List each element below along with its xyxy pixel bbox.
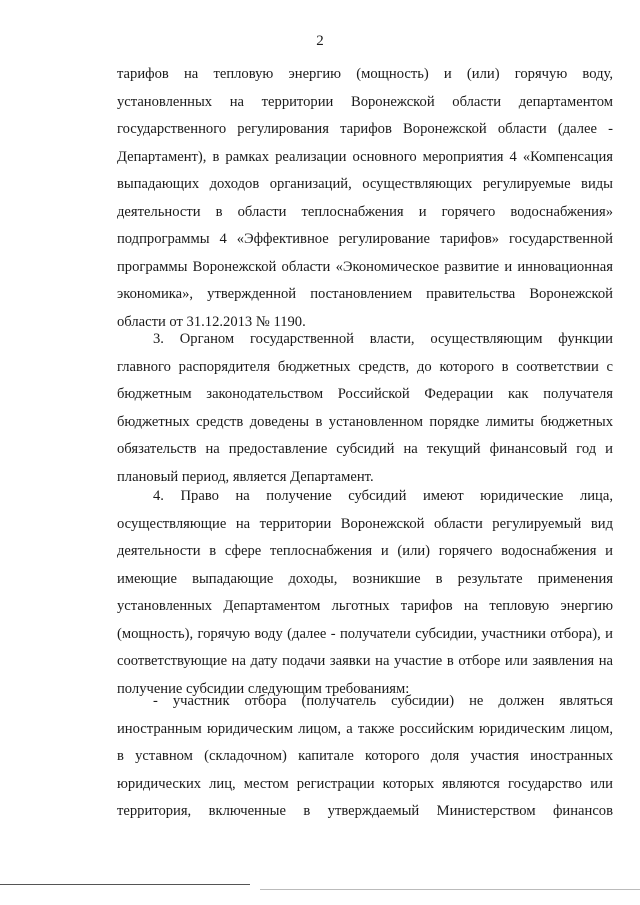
- text-line: - участник отбора (получатель субсидии) не должен являться: [153, 693, 613, 709]
- paragraph-item-4: [117, 483, 613, 703]
- text-line: в уставном (складочном) капитале которого доля участия иностранных: [117, 748, 613, 764]
- text-line: соответствующие на дату подачи заявки на участие в отборе или заявления на: [117, 653, 613, 669]
- text-line: юридических лиц, местом регистрации которых являются государство или: [117, 775, 613, 792]
- text-line: бюджетных средств доведены в установленном порядке лимиты бюджетных: [117, 413, 613, 430]
- text-line: бюджетным законодательством Российской Федерации как получателя: [117, 386, 613, 402]
- text-line: установленных на территории Воронежской области департаментом: [117, 93, 613, 110]
- text-line: обязательств на предоставление субсидий на текущий финансовый год и: [117, 441, 613, 457]
- text-line: (мощность), горячую воду (далее - получатели субсидии, участники отбора), и: [117, 625, 613, 642]
- text-line: плановый период, является Департамент.: [117, 468, 374, 485]
- text-line: 4. Право на получение субсидий имеют юридические лица,: [153, 488, 613, 504]
- text-line: программы Воронежской области «Экономическое развитие и инновационная: [117, 258, 613, 275]
- text-line: подпрограммы 4 «Эффективное регулирование тарифов» государственной: [117, 231, 613, 247]
- text-line: осуществляющие на территории Воронежской области регулируемый вид: [117, 515, 613, 532]
- text-line: иностранным юридическим лицом, а также российским юридическим лицом,: [117, 720, 613, 737]
- text-line: области от 31.12.2013 № 1190.: [117, 313, 306, 330]
- text-line: государственного регулирования тарифов Воронежской области (далее -: [117, 121, 613, 137]
- footer-divider: [0, 884, 250, 885]
- paragraph-item-3: [117, 326, 613, 491]
- text-line: имеющие выпадающие доходы, возникшие в результате применения: [117, 570, 613, 587]
- text-line: деятельности в сфере теплоснабжения и (или) горячего водоснабжения и: [117, 543, 613, 559]
- text-line: установленных Департаментом льготных тарифов на тепловую энергию: [117, 598, 613, 614]
- text-line: выпадающих доходов организаций, осуществляющих регулируемые виды: [117, 176, 613, 192]
- footer-divider-secondary: [260, 889, 640, 890]
- text-line: деятельности в области теплоснабжения и горячего водоснабжения»: [117, 203, 613, 220]
- text-line: получение субсидии следующим требованиям:: [117, 680, 410, 697]
- text-line: главного распорядителя бюджетных средств, до которого в соответствии с: [117, 358, 613, 375]
- text-line: Департамент), в рамках реализации основного мероприятия 4 «Компенсация: [117, 148, 613, 165]
- text-line: территория, включенные в утверждаемый Министерством финансов: [117, 803, 613, 819]
- paragraph-requirement: [117, 688, 613, 826]
- text-line: тарифов на тепловую энергию (мощность) и (или) горячую воду,: [117, 66, 613, 82]
- text-line: экономика», утвержденной постановлением правительства Воронежской: [117, 286, 613, 302]
- page-number: 2: [316, 33, 324, 49]
- paragraph-1: [117, 61, 613, 336]
- text-line: 3. Органом государственной власти, осуществляющим функции: [153, 331, 613, 347]
